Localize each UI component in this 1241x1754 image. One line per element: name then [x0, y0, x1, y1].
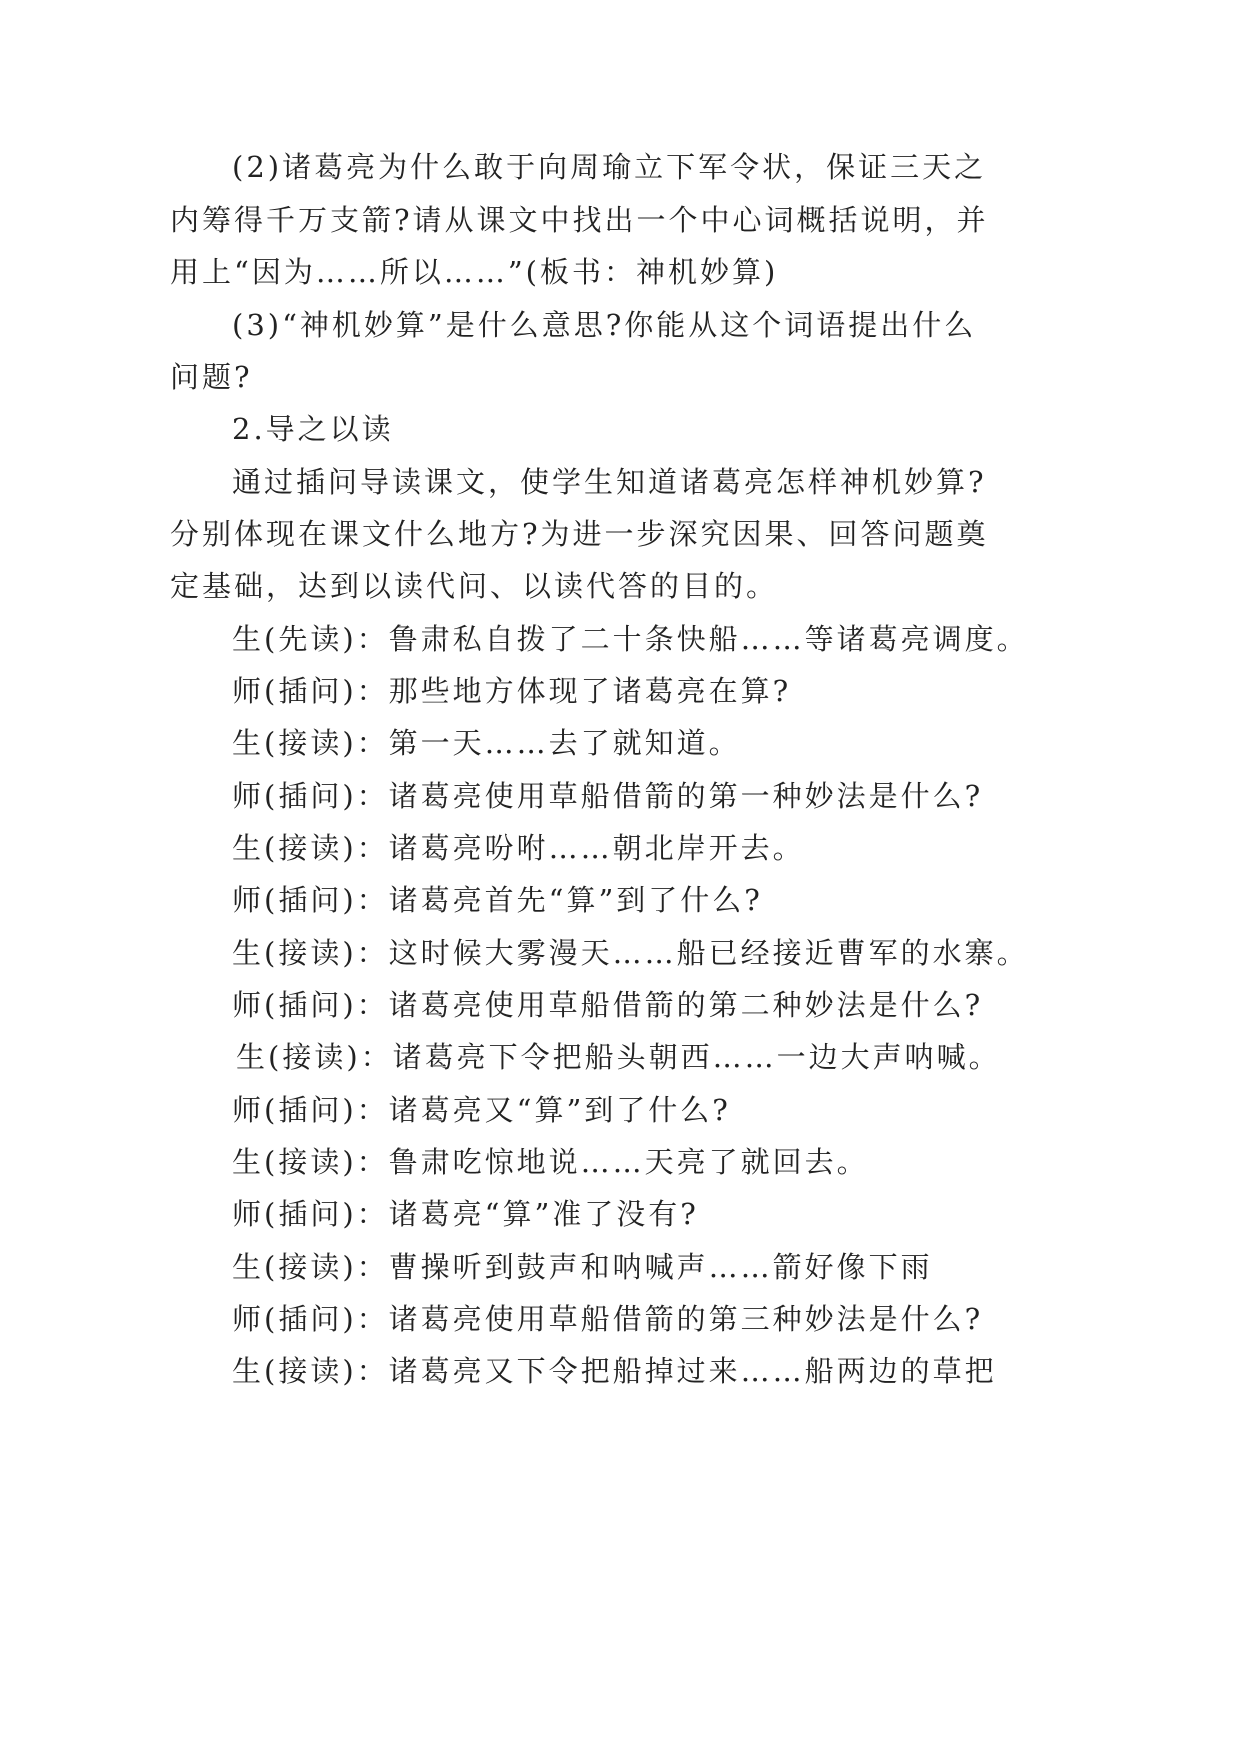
dialogue-line: 生(先读)：鲁肃私自拨了二十条快船……等诸葛亮调度。	[232, 622, 1029, 656]
text-line: (2)诸葛亮为什么敢于向周瑜立下军令状，保证三天之	[232, 150, 987, 184]
text-line: 定基础，达到以读代问、以读代答的目的。	[170, 569, 779, 603]
text-line: (3)“神机妙算”是什么意思?你能从这个词语提出什么	[232, 308, 977, 342]
section-heading: 2.导之以读	[232, 412, 394, 446]
dialogue-line: 生(接读)：这时候大雾漫天……船已经接近曹军的水寨。	[232, 936, 1029, 970]
dialogue-line: 师(插问)：诸葛亮“算”准了没有?	[232, 1197, 699, 1231]
text-line: 内筹得千万支箭?请从课文中找出一个中心词概括说明，并	[170, 203, 989, 237]
text-line: 用上“因为……所以……”(板书：神机妙算)	[170, 255, 779, 289]
dialogue-line: 生(接读)：曹操听到鼓声和呐喊声……箭好像下雨	[232, 1250, 933, 1284]
dialogue-line: 师(插问)：那些地方体现了诸葛亮在算?	[232, 674, 792, 708]
text-line: 通过插问导读课文，使学生知道诸葛亮怎样神机妙算?	[232, 465, 987, 499]
dialogue-line: 师(插问)：诸葛亮首先“算”到了什么?	[232, 883, 763, 917]
dialogue-line: 生(接读)：诸葛亮吩咐……朝北岸开去。	[232, 831, 805, 865]
dialogue-line: 师(插问)：诸葛亮使用草船借箭的第二种妙法是什么?	[232, 988, 984, 1022]
text-line: 问题?	[170, 360, 253, 394]
dialogue-line: 师(插问)：诸葛亮又“算”到了什么?	[232, 1093, 731, 1127]
dialogue-line: 生(接读)：鲁肃吃惊地说……天亮了就回去。	[232, 1145, 869, 1179]
dialogue-line: 师(插问)：诸葛亮使用草船借箭的第一种妙法是什么?	[232, 779, 984, 813]
dialogue-line: 生(接读)：第一天……去了就知道。	[232, 726, 741, 760]
text-line: 分别体现在课文什么地方?为进一步深究因果、回答问题奠	[170, 517, 989, 551]
dialogue-line: 生(接读)：诸葛亮下令把船头朝西……一边大声呐喊。	[236, 1040, 1001, 1074]
dialogue-line: 师(插问)：诸葛亮使用草船借箭的第三种妙法是什么?	[232, 1302, 984, 1336]
dialogue-line: 生(接读)：诸葛亮又下令把船掉过来……船两边的草把	[232, 1354, 997, 1388]
